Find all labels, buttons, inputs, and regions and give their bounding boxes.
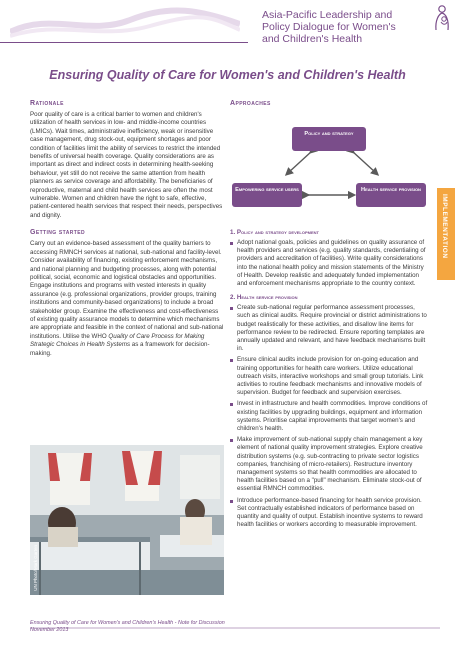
mother-child-logo-icon bbox=[432, 4, 452, 32]
page-header bbox=[0, 0, 455, 62]
arrow-policy-provision bbox=[352, 151, 376, 173]
diagram-node-provision: Health service provision bbox=[356, 183, 426, 207]
section-heading-approaches: Approaches bbox=[230, 100, 271, 107]
subheading-provision: 2. Health service provision bbox=[230, 294, 298, 302]
list-item: Create sub-national regular performance assessment processes, such as clinical audits. Require provincial or district administrations to budget realistically for these activities, and disallow line items for performance review to be redirected. Ensure reporting templates are annually updated and relevant, and have feedback mechanisms built in. bbox=[230, 304, 428, 353]
getting-started-tail: as a framework for decision-making. bbox=[30, 341, 210, 357]
subheading-policy: 1. Policy and strategy development bbox=[230, 229, 319, 236]
header-title-line: Asia-Pacific Leadership and bbox=[262, 9, 393, 21]
footer-document-title: Ensuring Quality of Care for Women's and Children's Health - Note for Discussion bbox=[30, 620, 225, 626]
list-item: Make improvement of sub-national supply chain management a key element of national quality improvement strategies. Explore creative distribution systems (e.g. sub-contracting to private sector logistics companies, franchising of micro-retailers). Restructure inventory management systems so that health commodities are allocated to health facilities based on a "pull" mechanism. Eliminate stock-out of essential RMNCH commodities. bbox=[230, 436, 428, 493]
diagram-node-users: Empowering service users bbox=[232, 183, 302, 207]
section-heading-getting-started: Getting started bbox=[30, 229, 85, 237]
implementation-side-tab bbox=[437, 188, 455, 280]
list-item: Adopt national goals, policies and guidelines on quality assurance of health providers and services (e.g. quality standards, credentialing of providers and accreditation of facilities). Write quality considerations into the national health policy and mission statements of the Ministry of Health. Develop realistic and adequately funded implementation and enforcement mechanisms appropriate to the country context. bbox=[230, 239, 428, 288]
header-banner bbox=[0, 0, 248, 43]
section-heading-rationale: Rationale bbox=[30, 100, 64, 107]
list-item: Invest in infrastructure and health commodities. Improve conditions of existing facilities by upgrading buildings, equipment and information systems. Prioritise capital improvements that target women's and children's health. bbox=[230, 400, 428, 433]
decorative-swirl-icon bbox=[10, 6, 240, 38]
footer-date: November 2013 bbox=[30, 627, 69, 633]
left-column bbox=[30, 100, 225, 358]
who-framework-title: Quality of Care Process for Making Strategic Choices in Health Systems bbox=[30, 332, 205, 349]
list-item: Ensure clinical audits include provision for on-going education and training opportunities for health care workers. Utilize educational outreach visits, interactive workshops and small group tutorials. Link activities to routine feedback mechanisms and innovative models of supervision. Budget for feedback and supervision exercises. bbox=[230, 356, 428, 397]
getting-started-text: Carry out an evidence-based assessment of the quality barriers to accessing RMNCH services at national, sub-national and facility-level. Consider availability of financing, existing enforcement mechanisms, and national planning and budgeting processes, along with potential political, social, economic and logistical obstacles and opportunities. Engage institutions and programs with vested interests in quality assurance (e.g. professional organizations, provider groups, training institutions and community-based organizations) to include a broad stakeholder group. Examine the effectiveness and cost-effectiveness of existing quality assurance models to determine which mechanisms are appropriate and feasible in the context of national and sub-national institutions. Utilise the WHO bbox=[30, 240, 224, 340]
header-title bbox=[262, 9, 432, 45]
arrow-policy-users bbox=[288, 151, 312, 173]
list-item: Introduce performance-based financing for health service provision. Set contractually established indicators of performance based on quantity and quality of output. Establish incentive systems to reward health facilities or workers according to measurable improvement. bbox=[230, 497, 428, 530]
side-tab-label: IMPLEMENTATION bbox=[441, 194, 448, 259]
policy-bullet-list bbox=[230, 239, 428, 288]
page-footer bbox=[30, 620, 440, 634]
right-column bbox=[230, 100, 428, 533]
photo-credit: UN Photo/Mark Garten bbox=[33, 545, 38, 591]
approaches-diagram bbox=[230, 111, 428, 219]
rationale-paragraph: Poor quality of care is a critical barrier to women and children's utilization of health services in low- and middle-income countries (LMICs). Wait times, administrative inefficiency, weak or insensitive case management, drug stock-out, equipment shortages and poor condition of facilities limit the ability of services to restrict the intended benefits of universal health coverage. Quality considerations are as important as direct and indirect costs in determining health-seeking behaviour, yet still do not receive the same attention from health planners as service coverage and affordability. The beneficiaries of reproductive, maternal and child health services are often the most vulnerable. Women and children have the right to safe, effective, patient-centered health services that respect their needs, perspectives and dignity. bbox=[30, 111, 223, 219]
header-title-line: Policy Dialogue for Women's bbox=[262, 21, 396, 33]
header-title-line: and Children's Health bbox=[262, 33, 363, 45]
diagram-node-policy: Policy and strategy bbox=[292, 127, 366, 151]
getting-started-paragraph bbox=[30, 240, 225, 358]
provision-bullet-list bbox=[230, 304, 428, 529]
hospital-ward-photo bbox=[30, 445, 224, 595]
page-title: Ensuring Quality of Care for Women's and Children's Health bbox=[49, 68, 406, 82]
hospital-ward-illustration bbox=[30, 445, 224, 595]
